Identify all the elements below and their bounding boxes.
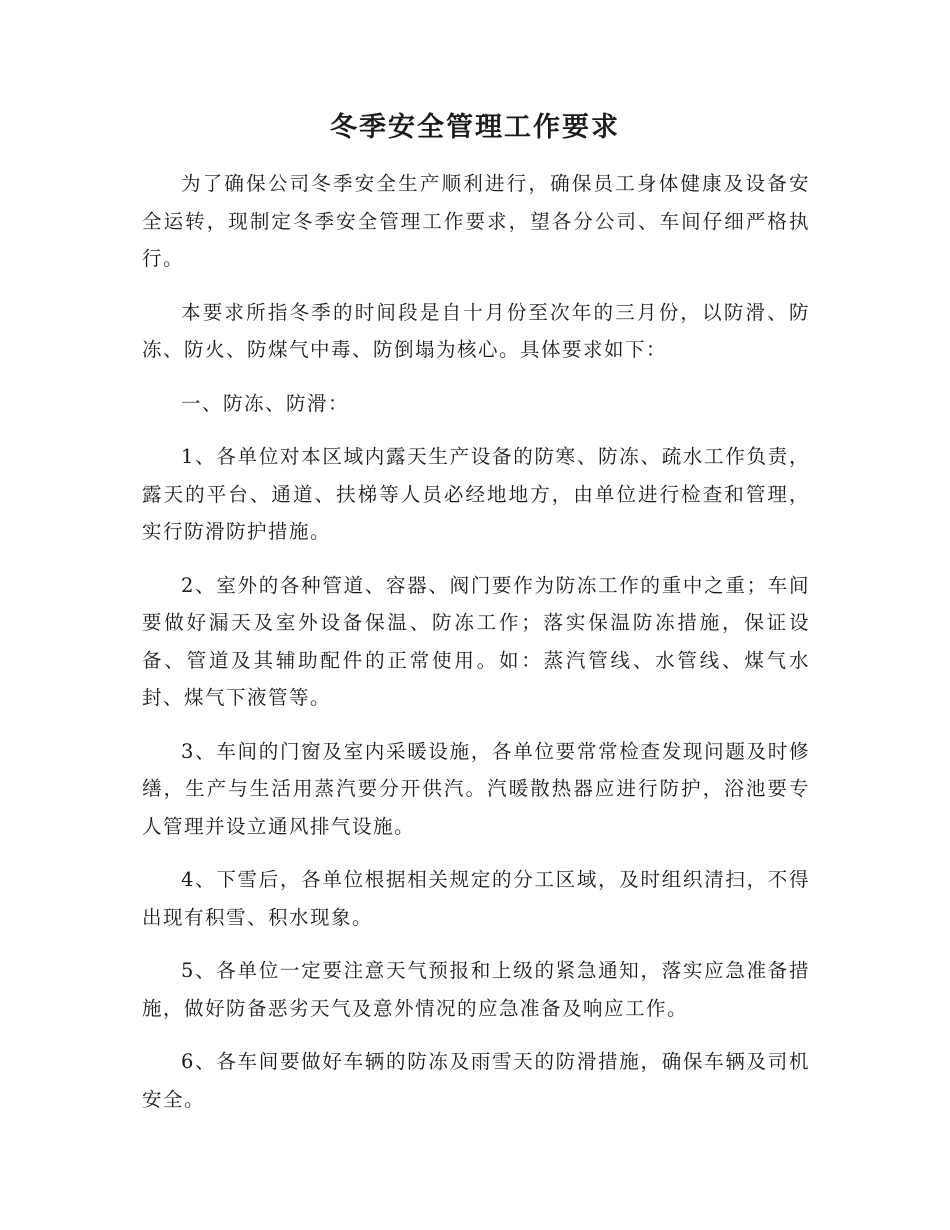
paragraph-intro: 为了确保公司冬季安全生产顺利进行，确保员工身体健康及设备安全运转，现制定冬季安全管理工作要求，望各分公司、车间仔细严格执行。 — [142, 172, 810, 270]
document-body — [142, 165, 810, 1134]
paragraph-item-3: 3、车间的门窗及室内采暖设施，各单位要常常检查发现问题及时修缮，生产与生活用蒸汽要分开供汽。汽暖散热器应进行防护，浴池要专人管理并设立通风排气设施。 — [142, 739, 810, 838]
paragraph-item-4: 4、下雪后，各单位根据相关规定的分工区域，及时组织清扫，不得出现有积雪、积水现象。 — [142, 868, 810, 929]
document-title: 冬季安全管理工作要求 — [330, 112, 620, 143]
paragraph-item-6: 6、各车间要做好车辆的防冻及雨雪天的防滑措施，确保车辆及司机安全。 — [142, 1050, 810, 1111]
section-heading-antifreeze: 一、防冻、防滑： — [181, 391, 350, 415]
paragraph-item-5: 5、各单位一定要注意天气预报和上级的紧急通知，落实应急准备措施，做好防备恶劣天气及意外情况的应急准备及响应工作。 — [142, 959, 810, 1020]
paragraph-item-1: 1、各单位对本区域内露天生产设备的防寒、防冻、疏水工作负责，露天的平台、通道、扶梯等人员必经地地方，由单位进行检查和管理，实行防滑防护措施。 — [142, 445, 810, 543]
paragraph-scope: 本要求所指冬季的时间段是自十月份至次年的三月份，以防滑、防冻、防火、防煤气中毒、防倒塌为核心。具体要求如下： — [142, 300, 810, 361]
paragraph-item-2: 2、室外的各种管道、容器、阀门要作为防冻工作的重中之重；车间要做好漏天及室外设备保温、防冻工作；落实保温防冻措施，保证设备、管道及其辅助配件的正常使用。如：蒸汽管线、水管线、煤气水封、煤气下液管等。 — [142, 573, 810, 709]
